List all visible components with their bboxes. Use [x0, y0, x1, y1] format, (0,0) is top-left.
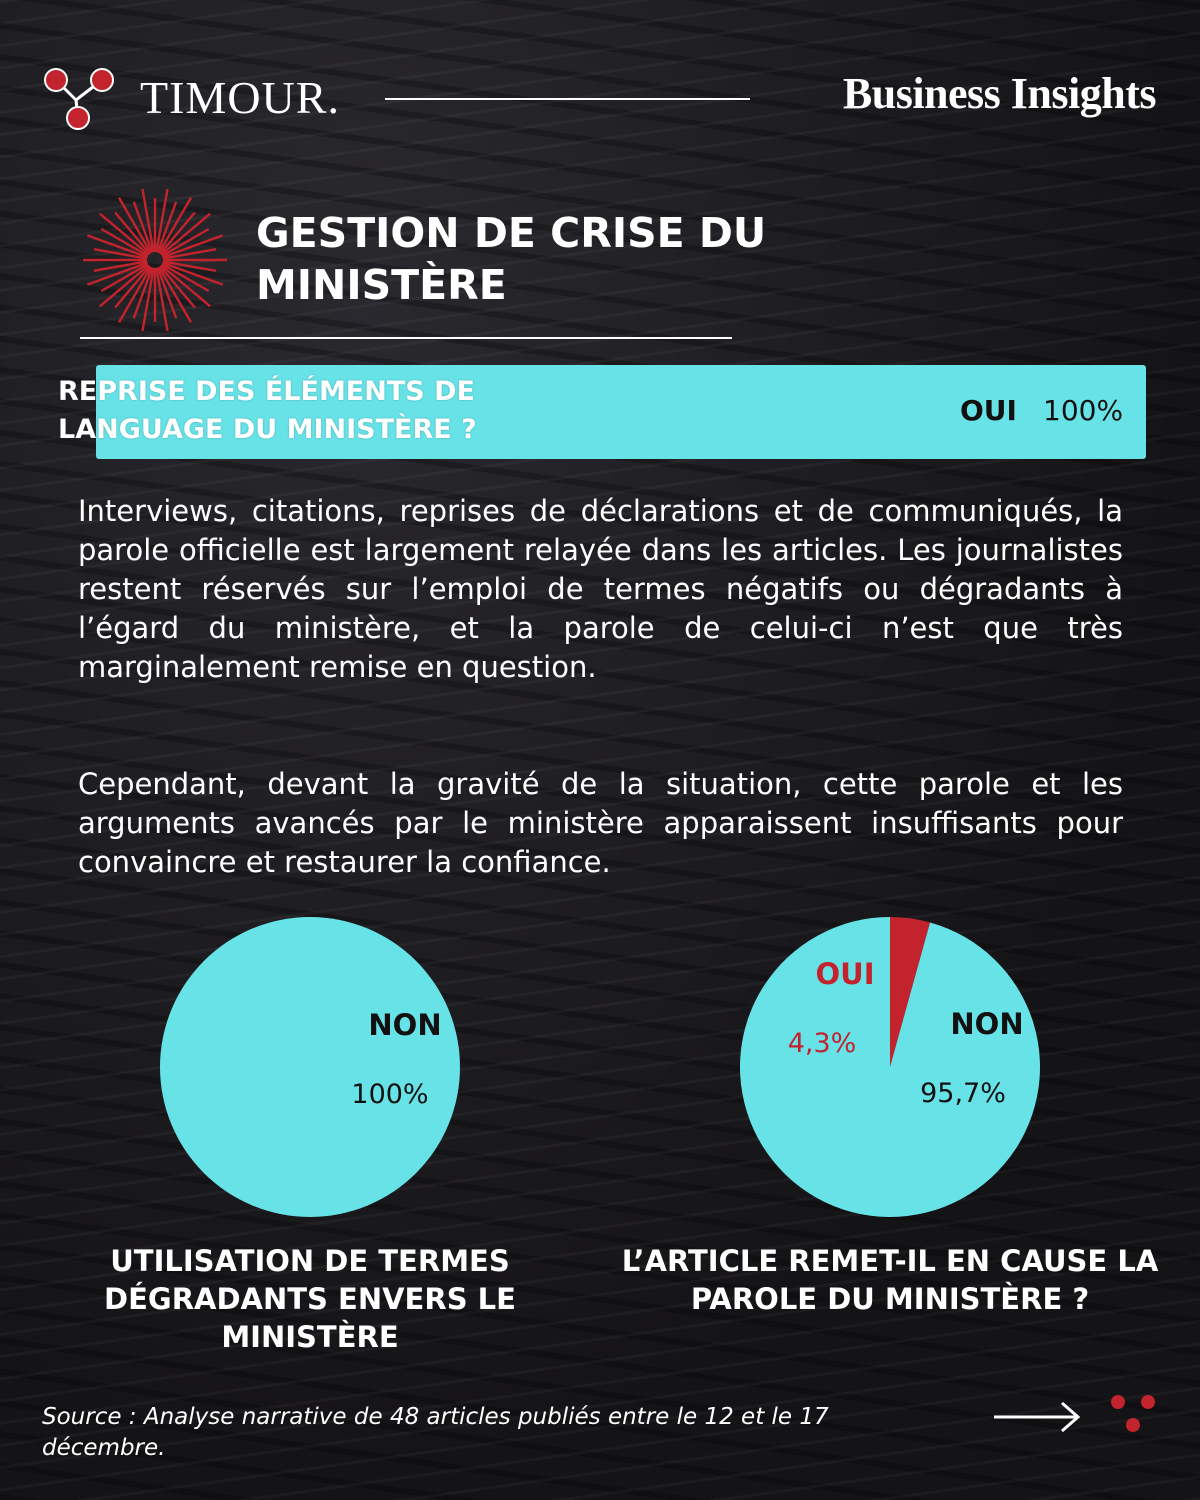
page-title: GESTION DE CRISE DU MINISTÈRE: [256, 209, 767, 309]
pie-2-label-non: NON: [950, 1007, 1024, 1041]
series-name: Business Insights: [842, 69, 1156, 118]
pie-2-title: L’ARTICLE REMET-IL EN CAUSE LA PAROLE DU MINISTÈRE ?: [621, 1244, 1159, 1316]
arrow-right-icon[interactable]: [992, 1400, 1084, 1434]
pie-1-value-non: 100%: [351, 1079, 429, 1110]
pie-1-slice-non: [160, 917, 460, 1217]
pie-2-value-non: 95,7%: [920, 1078, 1006, 1109]
pie-1-title: UTILISATION DE TERMES DÉGRADANTS ENVERS LE MINISTÈRE: [104, 1244, 516, 1354]
pie-2-value-oui: 4,3%: [787, 1028, 857, 1059]
source-note: Source : Analyse narrative de 48 articles publiés entre le 12 et le 17 décembre.: [42, 1404, 829, 1461]
title-divider: [80, 337, 732, 339]
header-divider: [385, 98, 750, 100]
bar-value-label: 100%: [1043, 394, 1124, 427]
body-paragraph: Cependant, devant la gravité de la situation, cette parole et les arguments avancés par le ministère apparaissent insuffisants pour convaincre et restaurer la confiance.: [78, 767, 1123, 879]
pie-charts: [0, 900, 1200, 1240]
bar-category-label: OUI: [960, 394, 1017, 427]
pie-1-label-non: NON: [368, 1008, 442, 1042]
starburst-icon: [80, 185, 230, 335]
dots-icon: [1108, 1392, 1160, 1436]
pie-2-label-oui: OUI: [815, 957, 875, 991]
brand-name: TIMOUR.: [140, 72, 340, 123]
body-paragraph: Interviews, citations, reprises de déclarations et de communiqués, la parole officielle est largement relayée dans les articles. Les journalistes restent réservés sur l’emploi de termes négatifs ou dégradants à l’égard du ministère, et la parole de celui-ci n’est que très marginalement remise en question.: [78, 494, 1123, 684]
dots-logo-icon: [42, 66, 118, 132]
bar-chart-question: REPRISE DES ÉLÉMENTS DE LANGUAGE DU MINISTÈRE ?: [58, 376, 477, 445]
